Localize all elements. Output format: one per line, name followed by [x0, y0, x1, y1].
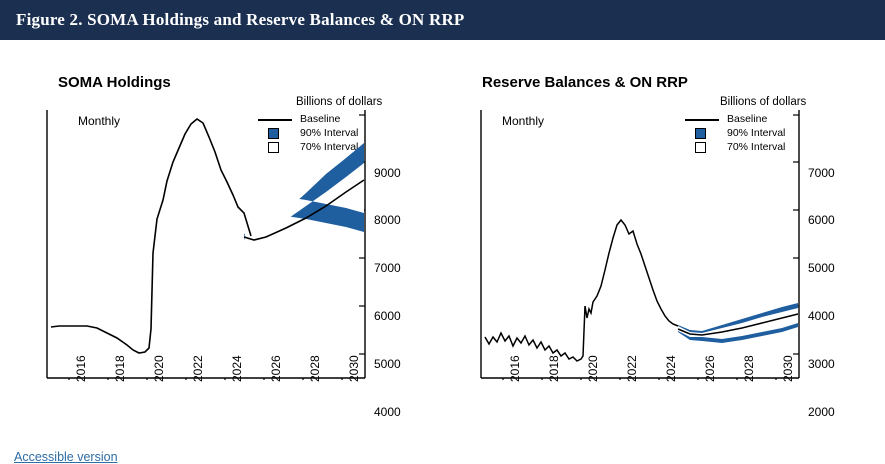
frequency-label-soma: Monthly — [78, 114, 121, 128]
x-tick-label: 2016 — [74, 355, 88, 382]
y-tick-label: 4000 — [374, 405, 401, 419]
x-tick-label: 2030 — [347, 355, 361, 382]
y-tick-label: 7000 — [808, 166, 835, 180]
panel-title-soma: SOMA Holdings — [58, 74, 171, 91]
x-tick-label: 2026 — [269, 355, 283, 382]
x-tick-label: 2026 — [703, 355, 717, 382]
x-tick-label: 2016 — [508, 355, 522, 382]
plot-area-reserves — [480, 110, 800, 380]
x-tick-label: 2030 — [781, 355, 795, 382]
y-tick-label: 5000 — [808, 261, 835, 275]
frequency-label-reserves: Monthly — [502, 114, 545, 128]
baseline-history-soma — [51, 119, 251, 353]
y-tick-label: 4000 — [808, 309, 835, 323]
y-axis-labels-soma — [368, 110, 428, 419]
x-tick-label: 2018 — [547, 355, 561, 382]
legend-label-baseline: Baseline — [300, 113, 341, 125]
units-label-reserves: Billions of dollars — [720, 96, 807, 108]
x-tick-label: 2028 — [308, 355, 322, 382]
y-tick-label: 2000 — [808, 405, 835, 419]
y-tick-label: 6000 — [374, 309, 401, 323]
x-tick-label: 2024 — [664, 355, 678, 382]
y-tick-label: 3000 — [808, 357, 835, 371]
x-tick-label: 2022 — [191, 355, 205, 382]
y-tick-label: 7000 — [374, 261, 401, 275]
plot-area-soma — [46, 110, 366, 380]
baseline-history-reserves — [485, 220, 678, 361]
x-tick-label: 2028 — [742, 355, 756, 382]
x-tick-label: 2018 — [113, 355, 127, 382]
legend-label-baseline: Baseline — [727, 113, 768, 125]
plot-svg-reserves — [480, 110, 800, 380]
legend-label-interval70: 70% Interval — [300, 141, 359, 153]
y-tick-label: 9000 — [374, 166, 401, 180]
panel-title-reserves: Reserve Balances & ON RRP — [482, 74, 688, 91]
legend-label-interval90: 90% Interval — [727, 127, 786, 139]
legend-label-interval70: 70% Interval — [727, 141, 786, 153]
accessible-version-link[interactable]: Accessible version — [14, 450, 118, 464]
x-axis-labels-soma — [46, 355, 376, 442]
y-tick-label: 8000 — [374, 213, 401, 227]
x-tick-label: 2024 — [230, 355, 244, 382]
y-axis-labels-reserves — [802, 110, 862, 419]
x-axis-labels-reserves — [480, 355, 810, 442]
x-tick-label: 2022 — [625, 355, 639, 382]
plot-svg-soma — [46, 110, 366, 380]
figure-title-bar — [0, 0, 885, 40]
figure-title: Figure 2. SOMA Holdings and Reserve Balances & ON RRP — [16, 10, 465, 29]
x-tick-label: 2020 — [152, 355, 166, 382]
y-tick-label: 6000 — [808, 213, 835, 227]
units-label-soma: Billions of dollars — [296, 96, 383, 108]
chart-panel-reserve-balances — [440, 52, 870, 442]
chart-panel-soma-holdings — [6, 52, 436, 442]
x-tick-label: 2020 — [586, 355, 600, 382]
legend-label-interval90: 90% Interval — [300, 127, 359, 139]
y-tick-label: 5000 — [374, 357, 401, 371]
